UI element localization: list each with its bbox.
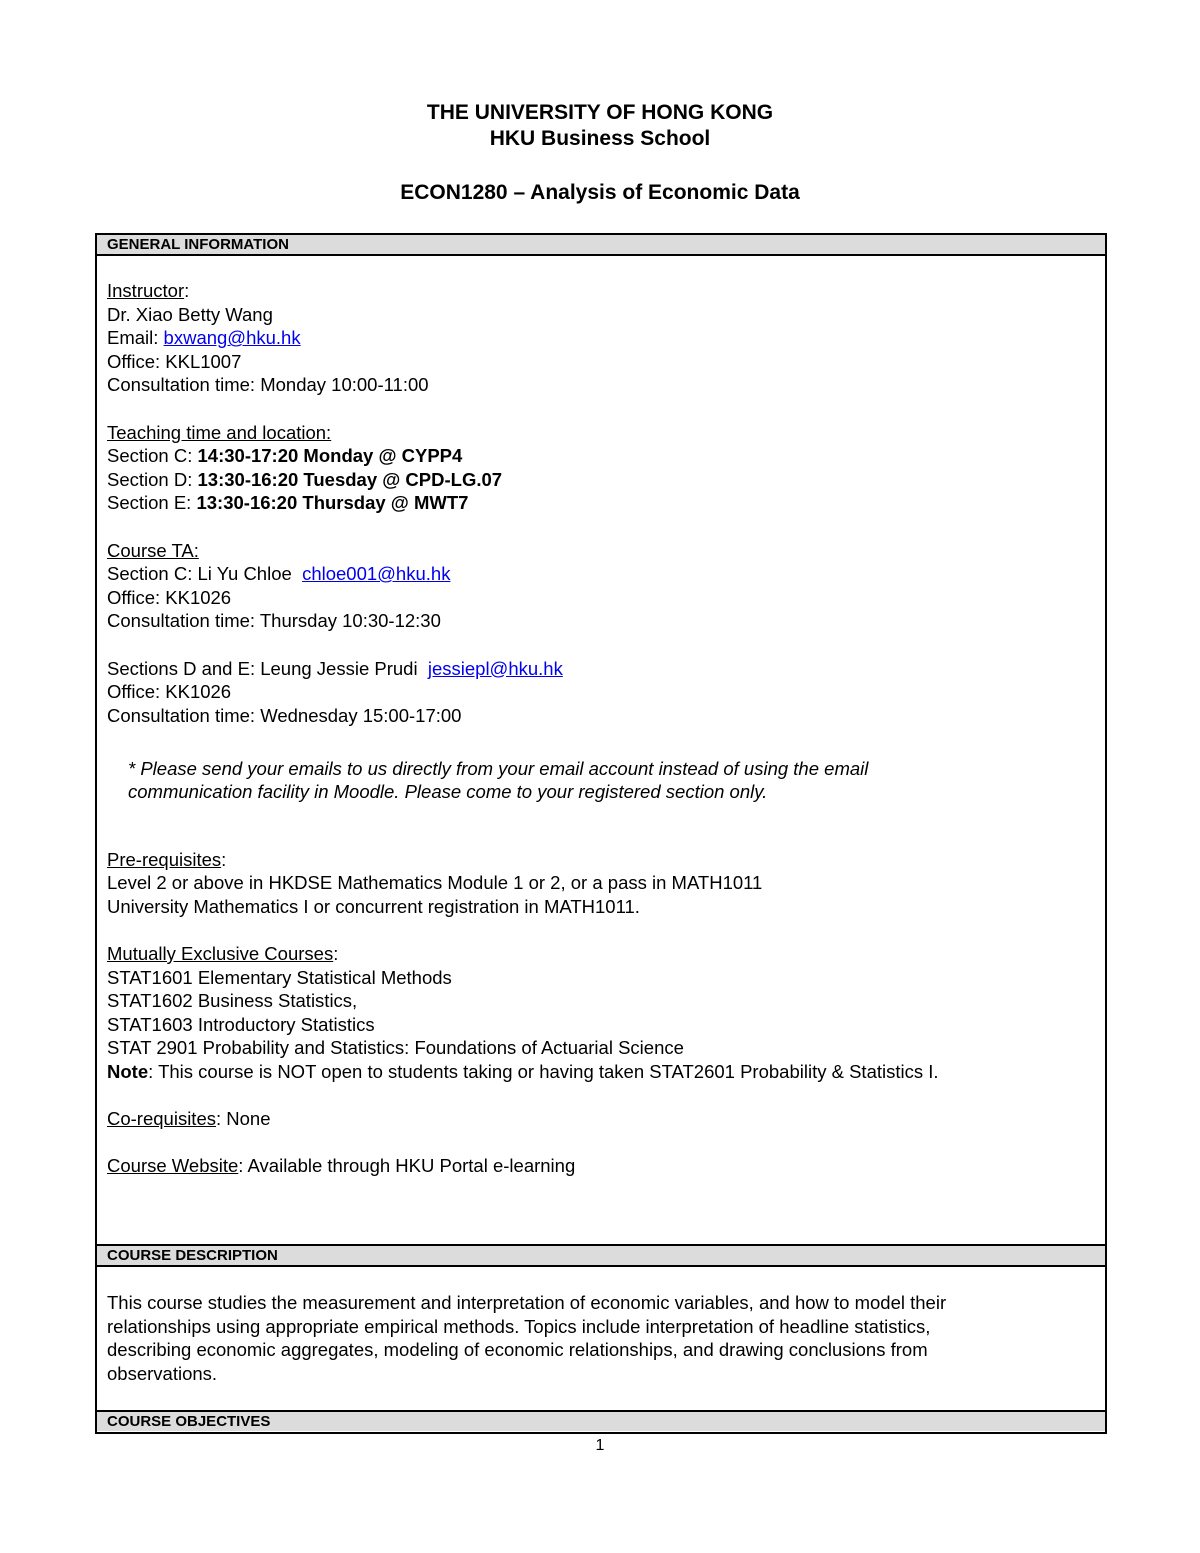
coreq-value: : None	[216, 1108, 271, 1130]
teaching-label: Teaching time and location:	[107, 421, 332, 443]
coreq-label: Co-requisites	[107, 1108, 216, 1130]
prereq-line-2: University Mathematics I or concurrent registration in MATH1011.	[107, 895, 640, 917]
email-note-line-1: * Please send your emails to us directly from your email account instead of using the email	[128, 757, 869, 779]
instructor-office: Office: KKL1007	[107, 350, 242, 372]
ta2-consultation: Consultation time: Wednesday 15:00-17:00	[107, 704, 462, 726]
ta1-consultation: Consultation time: Thursday 10:30-12:30	[107, 610, 441, 632]
instructor-label: Instructor	[107, 280, 185, 301]
mutex-item: STAT1601 Elementary Statistical Methods	[107, 966, 452, 988]
website-value: : Available through HKU Portal e-learning	[238, 1155, 576, 1177]
website-label: Course Website	[107, 1155, 239, 1177]
page-number: 1	[595, 1437, 605, 1454]
ta2-office: Office: KK1026	[107, 681, 232, 703]
course-title: ECON1280 – Analysis of Economic Data	[400, 181, 800, 204]
description-line: relationships using appropriate empirical methods. Topics include interpretation of headline statistics,	[107, 1315, 931, 1337]
mutex-item: STAT1602 Business Statistics,	[107, 990, 358, 1012]
university-title: THE UNIVERSITY OF HONG KONG	[426, 101, 774, 124]
prereq-line-1: Level 2 or above in HKDSE Mathematics Module 1 or 2, or a pass in MATH1011	[107, 872, 763, 894]
ta1-text: Section C: Li Yu Chloe	[107, 563, 303, 585]
note-text: : This course is NOT open to students taking or having taken STAT2601 Probability & Statistics I.	[148, 1061, 939, 1082]
prereq-label: Pre-requisites	[107, 848, 222, 870]
description-line: This course studies the measurement and interpretation of economic variables, and how to model their	[107, 1292, 947, 1313]
instructor-name: Dr. Xiao Betty Wang	[107, 303, 273, 325]
general-information-heading: GENERAL INFORMATION	[97, 233, 1105, 256]
course-ta-label: Course TA:	[107, 539, 199, 561]
section-d-time: Section D: 13:30-16:20 Tuesday @ CPD-LG.07	[107, 468, 503, 490]
course-objectives-section	[95, 1410, 1107, 1434]
general-information-section	[95, 233, 1107, 1245]
course-description-section	[95, 1244, 1107, 1411]
instructor-consultation: Consultation time: Monday 10:00-11:00	[107, 374, 429, 396]
mutex-label: Mutually Exclusive Courses	[107, 943, 334, 965]
ta1-email-link[interactable]: chloe001@hku.hk	[302, 563, 451, 585]
ta1-office: Office: KK1026	[107, 586, 232, 608]
mutex-item: STAT1603 Introductory Statistics	[107, 1013, 375, 1035]
instructor-email-link[interactable]: bxwang@hku.hk	[163, 327, 301, 349]
ta2-text: Sections D and E: Leung Jessie Prudi	[107, 657, 428, 679]
description-line: observations.	[107, 1362, 218, 1384]
mutex-item: STAT 2901 Probability and Statistics: Foundations of Actuarial Science	[107, 1037, 684, 1059]
description-line: describing economic aggregates, modeling of economic relationships, and drawing conclusions from	[107, 1339, 928, 1361]
email-label: Email:	[107, 327, 164, 349]
course-description-heading: COURSE DESCRIPTION	[97, 1244, 1105, 1267]
section-c-time: Section C: 14:30-17:20 Monday @ CYPP4	[107, 445, 463, 467]
general-information-content: Instructor: Dr. Xiao Betty Wang Email: bxwang@hku.hk Office: KKL1007 Consultation time: Monday 10:00-11:00 Teaching time and location: Section C: 14:30-17:20 Monday @ CYPP4 Section D: 13:30-16:20 Tuesday @ CPD-LG.07 Section E: 13:30-16:20 Thursday @ MWT7 Course TA: Section C: Li Yu Chloe chloe001@hku.hk Office: KK1026 Consultation time: Thursday 10:30-12:30 Sections D and E: Leung Jessie Prudi jessiepl@hku.hk Office: KK1026 Consultation time: Wednesday 15:00-17:00 * Please send your emails to us directly from your email account instead of using the email communication facility in Moodle. Please come to your registered section only. Pre-requisites: Level 2 or above in HKDSE Mathematics Module 1 or 2, or a pass in MATH1011 University Mathematics I or concurrent registration in MATH1011. Mutually Exclusive Courses: STAT1601 Elementary Statistical Methods STAT1602 Business Statistics, STAT1603 Introductory Statistics STAT 2901 Probability and Statistics: Foundations of Actuarial Science Note: This course is NOT open to students taking or having taken STAT2601 Probability & Statistics I. Co-requisites: None Course Website: Available through HKU Portal e-learning	[107, 279, 1095, 1178]
ta2-email-link[interactable]: jessiepl@hku.hk	[427, 657, 563, 679]
section-e-time: Section E: 13:30-16:20 Thursday @ MWT7	[107, 492, 469, 514]
course-description-content	[107, 1291, 1095, 1385]
course-objectives-heading: COURSE OBJECTIVES	[97, 1410, 1105, 1431]
note-label: Note	[107, 1061, 149, 1082]
school-title: HKU Business School	[489, 127, 711, 150]
email-note-line-2: communication facility in Moodle. Please come to your registered section only.	[128, 781, 768, 803]
